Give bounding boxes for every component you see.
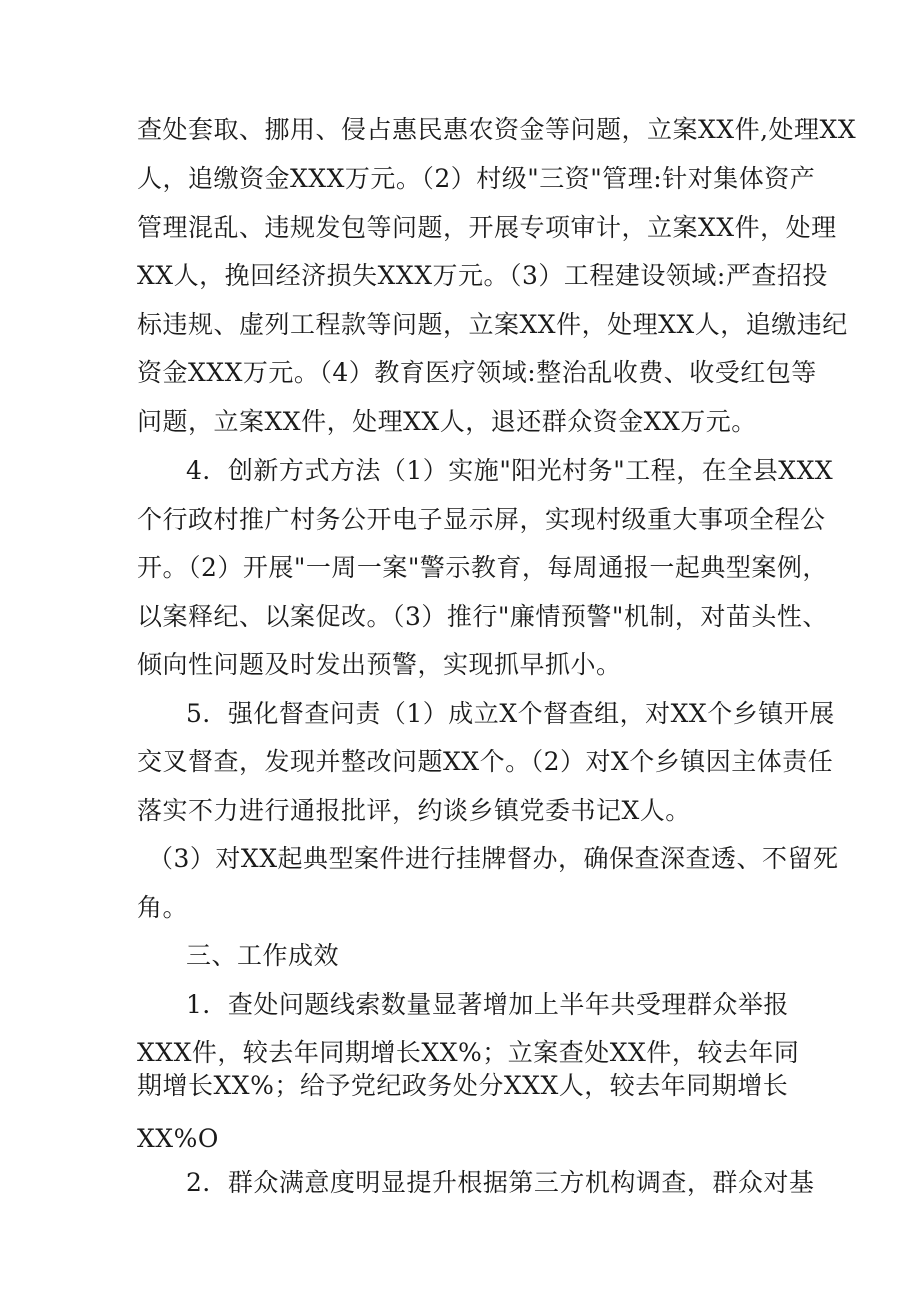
text-line-20: XXX件，较去年同期增长XX%；立案查处XX件，较去年同 bbox=[137, 1038, 800, 1067]
text-line-23: 2．群众满意度明显提升根据第三方机构调查，群众对基 bbox=[186, 1168, 815, 1197]
text-line-22: XX%O bbox=[137, 1124, 219, 1153]
text-line-11: 以案释纪、以案促改。（3）推行"廉情预警"机制，对苗头性、 bbox=[137, 602, 828, 631]
text-line-14: 交叉督查，发现并整改问题XX个。（2）对X个乡镇因主体责任 bbox=[137, 747, 834, 776]
text-line-3: 管理混乱、违规发包等问题，开展专项审计，立案XX件，处理 bbox=[137, 213, 837, 242]
text-line-8: 4．创新方式方法（1）实施"阳光村务"工程，在全县XXX bbox=[186, 456, 834, 485]
text-line-7: 问题，立案XX件，处理XX人，退还群众资金XX万元。 bbox=[137, 407, 757, 436]
text-line-9: 个行政村推广村务公开电子显示屏，实现村级重大事项全程公 bbox=[137, 505, 826, 534]
text-line-2: 人，追缴资金XXX万元。（2）村级"三资"管理:针对集体资产 bbox=[137, 164, 816, 193]
text-line-4: XX人，挽回经济损失XXX万元。（3）工程建设领域:严查招投 bbox=[137, 261, 828, 290]
text-line-17: 角。 bbox=[137, 893, 189, 922]
section-heading: 三、工作成效 bbox=[186, 941, 340, 970]
text-line-21: 期增长XX%；给予党纪政务处分XXX人，较去年同期增长 bbox=[137, 1071, 789, 1100]
text-line-1: 查处套取、挪用、侵占惠民惠农资金等问题，立案XX件,处理XX bbox=[137, 115, 857, 144]
text-line-19: 1．查处问题线索数量显著增加上半年共受理群众举报 bbox=[186, 990, 789, 1019]
text-line-10: 开。（2）开展"一周一案"警示教育，每周通报一起典型案例， bbox=[137, 553, 828, 582]
text-line-16: （3）对XX起典型案件进行挂牌督办，确保查深查透、不留死 bbox=[148, 844, 839, 873]
text-line-13: 5．强化督查问责（1）成立X个督查组，对XX个乡镇开展 bbox=[186, 699, 835, 728]
text-line-15: 落实不力进行通报批评，约谈乡镇党委书记X人。 bbox=[137, 796, 691, 825]
text-line-12: 倾向性问题及时发出预警，实现抓早抓小。 bbox=[137, 650, 622, 679]
text-line-5: 标违规、虚列工程款等问题，立案XX件，处理XX人，追缴违纪 bbox=[137, 310, 848, 339]
text-line-6: 资金XXX万元。（4）教育医疗领域:整治乱收费、收受红包等 bbox=[137, 358, 817, 387]
